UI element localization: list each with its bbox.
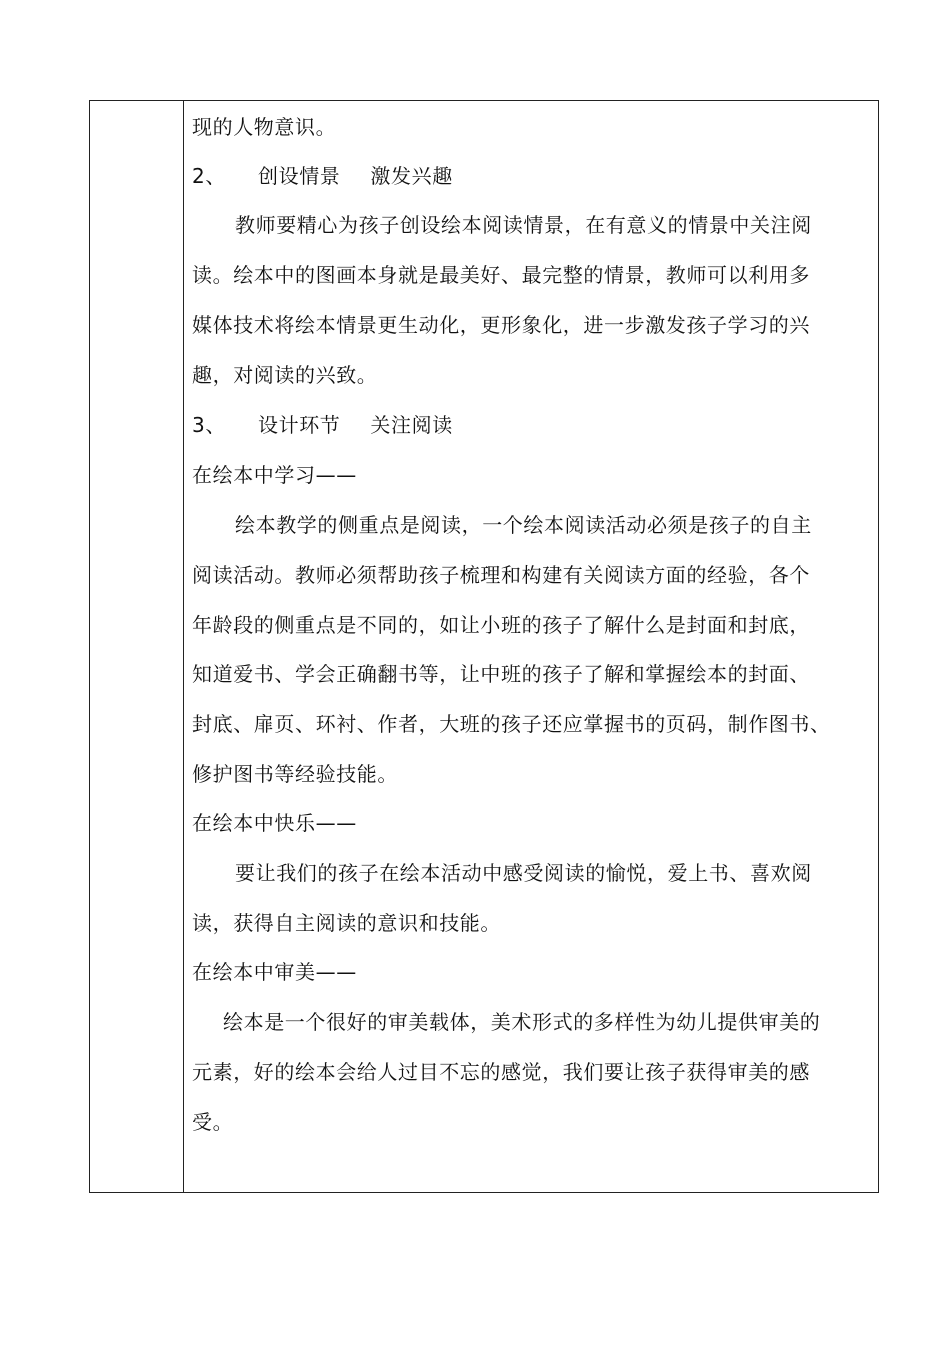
text-line: 现的人物意识。 bbox=[192, 115, 337, 139]
section-heading bbox=[192, 162, 453, 190]
text-line: 元素，好的绘本会给人过目不忘的感觉，我们要让孩子获得审美的感 bbox=[192, 1060, 810, 1084]
text-line: 读。绘本中的图画本身就是最美好、最完整的情景，教师可以利用多 bbox=[192, 263, 810, 287]
heading-part: 创设情景 bbox=[258, 164, 341, 188]
heading-number: 2、 bbox=[192, 164, 226, 188]
subheading: 在绘本中快乐—— bbox=[192, 811, 357, 835]
text-line: 要让我们的孩子在绘本活动中感受阅读的愉悦，爱上书、喜欢阅 bbox=[235, 861, 812, 885]
content-cell bbox=[192, 101, 868, 1192]
text-line: 绘本教学的侧重点是阅读，一个绘本阅读活动必须是孩子的自主 bbox=[235, 513, 812, 537]
subheading: 在绘本中审美—— bbox=[192, 960, 357, 984]
section-heading bbox=[192, 411, 453, 439]
heading-number: 3、 bbox=[192, 413, 226, 437]
text-line: 媒体技术将绘本情景更生动化，更形象化，进一步激发孩子学习的兴 bbox=[192, 313, 810, 337]
column-divider bbox=[183, 101, 184, 1192]
table-frame bbox=[89, 100, 879, 1193]
text-line: 读，获得自主阅读的意识和技能。 bbox=[192, 911, 501, 935]
text-line: 年龄段的侧重点是不同的，如让小班的孩子了解什么是封面和封底， bbox=[192, 613, 810, 637]
text-line: 绘本是一个很好的审美载体，美术形式的多样性为幼儿提供审美的 bbox=[223, 1010, 821, 1034]
heading-part: 设计环节 bbox=[258, 413, 341, 437]
text-line: 教师要精心为孩子创设绘本阅读情景，在有意义的情景中关注阅 bbox=[235, 213, 812, 237]
text-line: 修护图书等经验技能。 bbox=[192, 762, 398, 786]
text-line: 封底、扉页、环衬、作者，大班的孩子还应掌握书的页码，制作图书、 bbox=[192, 712, 831, 736]
text-line: 受。 bbox=[192, 1110, 234, 1134]
text-line: 知道爱书、学会正确翻书等，让中班的孩子了解和掌握绘本的封面、 bbox=[192, 662, 810, 686]
text-line: 阅读活动。教师必须帮助孩子梳理和构建有关阅读方面的经验，各个 bbox=[192, 563, 810, 587]
text-line: 趣，对阅读的兴致。 bbox=[192, 363, 378, 387]
heading-part: 关注阅读 bbox=[370, 413, 453, 437]
heading-part: 激发兴趣 bbox=[370, 164, 453, 188]
subheading: 在绘本中学习—— bbox=[192, 463, 357, 487]
